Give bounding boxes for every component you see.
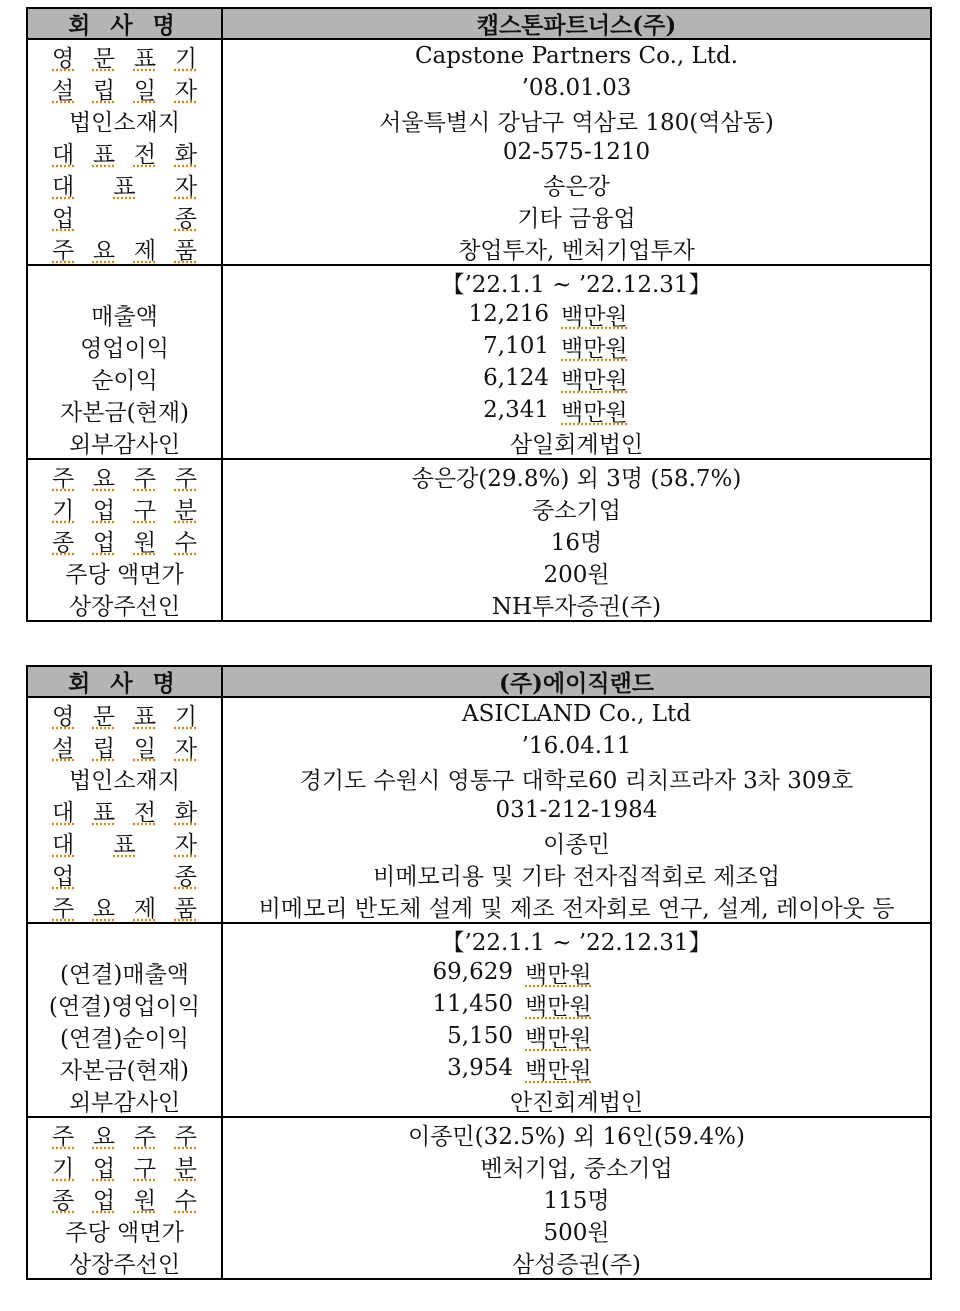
field-value: 송은강(29.8%) 외 3명 (58.7%) [411,465,742,492]
field-value: NH투자증권(주) [491,593,662,620]
field-value: Capstone Partners Co., Ltd. [414,43,739,69]
field-label: 설 립 일 자 [52,77,197,104]
other-values [223,460,930,620]
field-value: 115명 [543,1187,610,1214]
field-label: 상장주선인 [68,1251,181,1278]
field-value: 창업투자, 벤처기업투자 [458,237,695,264]
field-value: 서울특별시 강남구 역삼로 180(역삼동) [379,109,774,136]
financial-label: 영업이익 [80,335,169,362]
field-value: 500원 [543,1219,610,1246]
field-value: 031-212-1984 [495,797,658,823]
field-label: 대 표 전 화 [52,141,197,168]
field-value: 02-575-1210 [502,139,651,165]
info-values [223,40,930,264]
field-label: 업 종 [52,205,197,232]
financial-label: 외부감사인 [68,1089,181,1116]
financial-label: 자본금(현재) [59,1057,190,1084]
field-value: ’16.04.11 [521,733,632,759]
field-label: 기 업 구 분 [52,497,197,524]
field-label: 법인소재지 [68,767,181,794]
other-labels [28,460,223,620]
financial-value: 7,101 백만원 [483,333,628,362]
financial-label: (연결)매출액 [59,961,190,988]
table-header [28,667,930,698]
financial-label: (연결)순이익 [59,1025,190,1052]
info-section [28,40,930,266]
financial-label: 순이익 [91,367,158,394]
financial-value: 3,954 백만원 [447,1055,592,1084]
financial-label: (연결)영업이익 [48,993,201,1020]
field-label: 종 업 원 수 [52,529,197,556]
financial-value: 2,341 백만원 [483,397,628,426]
header-label: 회 사 명 [28,667,223,696]
field-value: ’08.01.03 [521,75,632,101]
field-value: 기타 금융업 [517,205,636,232]
field-label: 영 문 표 기 [52,45,197,72]
info-section [28,698,930,924]
field-label: 주당 액면가 [65,1219,184,1246]
field-value: 200원 [543,561,610,588]
field-value: 이종민 [543,831,610,858]
field-label: 주 요 주 주 [52,465,197,492]
field-label: 상장주선인 [68,593,181,620]
field-label: 업 종 [52,863,197,890]
field-label: 주 요 제 품 [52,237,197,264]
field-value: 경기도 수원시 영통구 대학로60 리치프라자 3차 309호 [299,767,854,794]
field-label: 설 립 일 자 [52,735,197,762]
field-label: 대 표 자 [52,831,197,858]
field-value: 이종민(32.5%) 외 16인(59.4%) [407,1123,745,1150]
financial-values [223,956,930,1084]
financial-section [28,924,930,1118]
field-value: 삼성증권(주) [511,1251,642,1278]
company-name: (주)에이직랜드 [498,670,655,697]
financial-value: 11,450 백만원 [432,991,592,1020]
financial-label: 매출액 [91,303,158,330]
field-label: 종 업 원 수 [52,1187,197,1214]
field-label: 대 표 자 [52,173,197,200]
shareholder-section [28,460,930,620]
other-labels [28,1118,223,1278]
company-table-capstone [26,7,932,622]
financial-value: 69,629 백만원 [432,959,592,988]
company-name: 캡스톤파트너스(주) [476,12,677,39]
financial-value: 6,124 백만원 [483,365,628,394]
financial-value: 12,216 백만원 [468,301,628,330]
field-value: 벤처기업, 중소기업 [480,1155,673,1182]
field-value: 비메모리용 및 기타 전자집적회로 제조업 [373,863,780,890]
field-label: 법인소재지 [68,109,181,136]
table-header [28,9,930,40]
field-label: 대 표 전 화 [52,799,197,826]
info-labels [28,698,223,922]
company-table-asicland [26,665,932,1280]
other-values [223,1118,930,1278]
info-values [223,698,930,922]
field-label: 기 업 구 분 [52,1155,197,1182]
header-label: 회 사 명 [28,9,223,38]
financial-label: 자본금(현재) [59,399,190,426]
field-value: 비메모리 반도체 설계 및 제조 전자회로 연구, 설계, 레이아웃 등 [258,895,895,922]
fiscal-period: 【’22.1.1 ~ ’22.12.31】 [441,271,712,298]
financial-labels [28,298,221,458]
field-label: 영 문 표 기 [52,703,197,730]
field-value: 송은강 [543,173,610,200]
financial-label: 외부감사인 [68,431,181,458]
field-label: 주 요 주 주 [52,1123,197,1150]
financial-section [28,266,930,460]
fiscal-period: 【’22.1.1 ~ ’22.12.31】 [441,929,712,956]
shareholder-section [28,1118,930,1278]
financial-values [223,298,930,426]
info-labels [28,40,223,264]
field-value: 중소기업 [532,497,621,524]
auditor-value: 안진회계법인 [509,1089,644,1116]
financial-value: 5,150 백만원 [447,1023,592,1052]
field-label: 주당 액면가 [65,561,184,588]
field-value: ASICLAND Co., Ltd [461,701,692,727]
financial-labels [28,956,221,1116]
field-label: 주 요 제 품 [52,895,197,922]
auditor-value: 삼일회계법인 [509,431,644,458]
field-value: 16명 [550,529,603,556]
